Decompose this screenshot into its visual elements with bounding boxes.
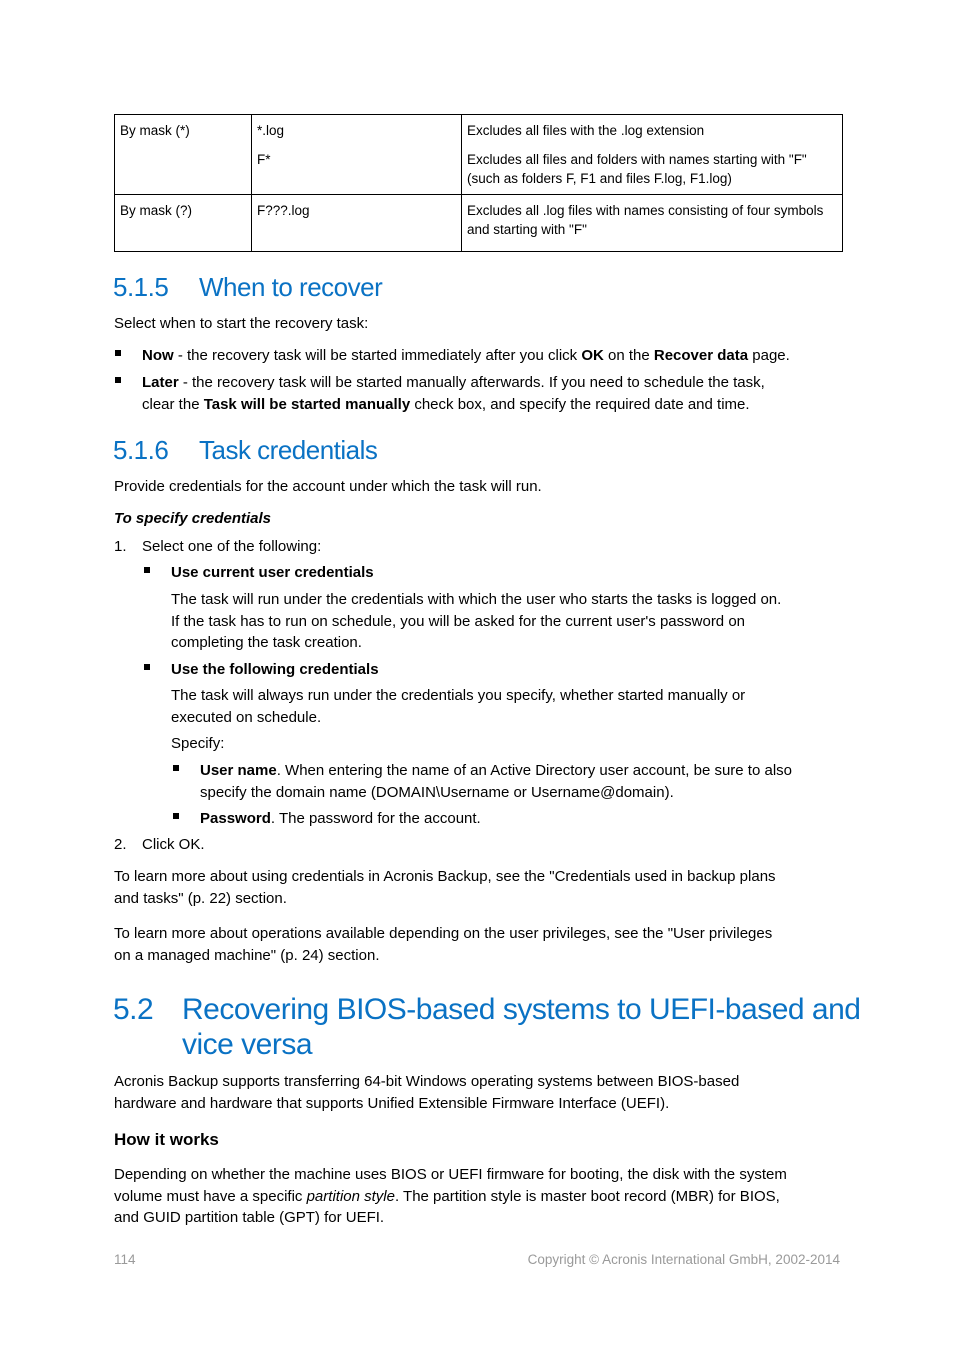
example-value: F*: [257, 152, 271, 167]
text-line: and tasks" (p. 22) section.: [114, 889, 287, 907]
text: - the recovery task will be started manually afterwards. If you need to schedule the task,: [178, 374, 765, 391]
text: . The partition style is master boot record (MBR) for BIOS,: [394, 1187, 780, 1205]
text-line: If the task has to run on schedule, you will be asked for the current user's password on: [171, 612, 746, 630]
section-title: When to recover: [199, 272, 383, 302]
text-line: on a managed machine" (p. 24) section.: [114, 946, 380, 964]
subheading-how-it-works: How it works: [114, 1130, 219, 1149]
table-cell-criterion: By mask (*): [115, 115, 252, 195]
section-heading-task-credentials: [113, 435, 377, 466]
bullet-icon: [144, 567, 150, 573]
text-line: and GUID partition table (GPT) for UEFI.: [114, 1209, 385, 1226]
text: - the recovery task will be started immediately after you click: [173, 347, 582, 364]
text-line: completing the task creation.: [171, 634, 362, 651]
option-now: Now: [142, 347, 174, 364]
paragraph-credentials-link: [114, 866, 776, 909]
page-number: 114: [114, 1252, 136, 1267]
option-description: [171, 589, 781, 654]
description-text: Excludes all .log files with names consisting of four symbols and starting with "F": [467, 203, 824, 237]
step-text: Select one of the following:: [142, 538, 322, 555]
section-number: 5.1.6: [113, 435, 169, 465]
user-name-term: User name: [200, 762, 277, 779]
recover-data-term: Recover data: [653, 347, 749, 364]
section-title: Task credentials: [199, 435, 378, 465]
text-line: The task will always run under the credentials you specify, whether started manually or: [171, 687, 746, 704]
text-line: specify the domain name (DOMAIN\Username or Username@domain).: [200, 783, 674, 801]
text: check box, and specify the required date and time.: [410, 395, 750, 413]
bullet-icon: [144, 664, 150, 670]
option-later: Later: [142, 374, 179, 391]
list-item-later: [142, 372, 765, 415]
example-value: F???.log: [257, 203, 310, 218]
password-term: Password: [200, 810, 271, 827]
paragraph: [114, 1071, 739, 1114]
list-item-now: [142, 345, 790, 367]
ok-term: OK: [581, 347, 604, 364]
table-cell-description: [462, 195, 843, 252]
table-cell-examples: [252, 195, 462, 252]
text: clear the: [142, 395, 204, 413]
table-cell-criterion: By mask (?): [115, 195, 252, 252]
text-line: hardware and hardware that supports Unified Extensible Firmware Interface (UEFI).: [114, 1094, 670, 1112]
description-text: Excludes all files and folders with names starting with "F" (such as folders F, F1 and files F.log, F1.log): [467, 152, 807, 186]
section-number: 5.1.5: [113, 272, 169, 302]
section-title: Recovering BIOS-based systems to UEFI-based and: [182, 993, 861, 1026]
list-item-user-name: [200, 760, 792, 803]
text: page.: [748, 347, 790, 364]
copyright: Copyright © Acronis International GmbH, 2002-2014: [527, 1252, 840, 1267]
section-heading-when-to-recover: [113, 272, 382, 303]
section-title-continued: vice versa: [182, 1028, 313, 1061]
paragraph: Select when to start the recovery task:: [114, 315, 369, 332]
paragraph: [114, 1164, 787, 1229]
table-cell-description: [462, 115, 843, 195]
paragraph-privileges-link: [114, 923, 772, 966]
text-line: To learn more about using credentials in Acronis Backup, see the "Credentials used in backup plans: [114, 868, 776, 885]
text-line: executed on schedule.: [171, 708, 322, 726]
option-title: Use current user credentials: [171, 564, 374, 581]
text-line: Depending on whether the machine uses BIOS or UEFI firmware for booting, the disk with the system: [114, 1166, 787, 1183]
table-cell-examples: [252, 115, 462, 195]
text: volume must have a specific: [114, 1187, 307, 1205]
list-item-password: [200, 808, 481, 830]
text: . When entering the name of an Active Directory user account, be sure to also: [276, 762, 792, 779]
text-line: Acronis Backup supports transferring 64-bit Windows operating systems between BIOS-based: [114, 1073, 740, 1090]
paragraph: Provide credentials for the account under which the task will run.: [114, 478, 542, 495]
table-row: [115, 115, 843, 195]
bullet-icon: [173, 765, 179, 771]
text-line: The task will run under the credentials with which the user who starts the tasks is logged on.: [171, 591, 782, 608]
checkbox-term: Task will be started manually: [203, 395, 411, 413]
section-number: 5.2: [113, 993, 154, 1026]
step-text: Click OK.: [142, 836, 205, 853]
bullet-icon: [115, 350, 121, 356]
procedure-title: To specify credentials: [114, 510, 272, 527]
example-value: *.log: [257, 123, 285, 138]
bullet-icon: [173, 813, 179, 819]
option-description: [171, 685, 745, 728]
exclusion-mask-table: [114, 114, 843, 252]
bullet-icon: [115, 377, 121, 383]
text-line: To learn more about operations available depending on the user privileges, see the "User privileges: [114, 925, 773, 942]
step-number: 2.: [114, 836, 127, 853]
option-title: Use the following credentials: [171, 661, 379, 678]
step-number: 1.: [114, 538, 127, 555]
description-text: Excludes all files with the .log extension: [467, 123, 705, 138]
specify-label: Specify:: [171, 735, 225, 752]
partition-style-term: partition style: [306, 1187, 395, 1205]
table-row: [115, 195, 843, 252]
text: . The password for the account.: [270, 810, 481, 827]
text: on the: [603, 347, 654, 364]
section-heading-bios-uefi: [113, 992, 860, 1062]
